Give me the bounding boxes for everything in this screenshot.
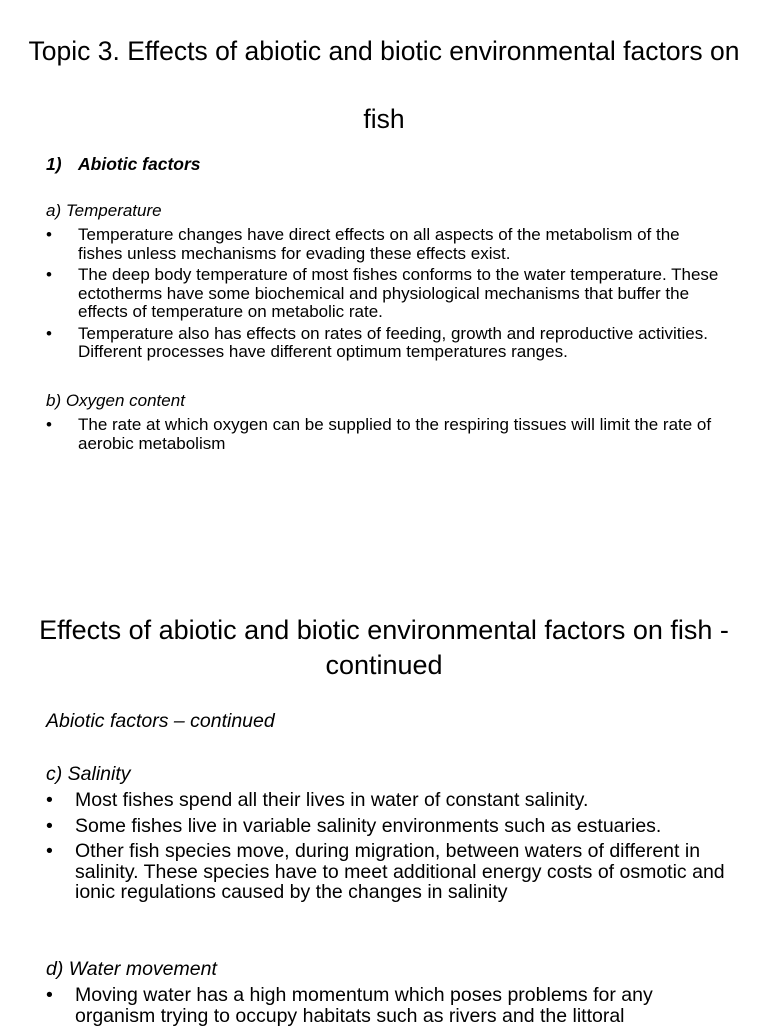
salinity-heading: c) Salinity <box>46 763 131 785</box>
slide-1-title: Topic 3. Effects of abiotic and biotic environmental factors on fish <box>28 36 740 134</box>
temperature-heading: a) Temperature <box>46 201 162 220</box>
bullet-icon: • <box>46 984 53 1006</box>
bullet-icon: • <box>46 265 52 284</box>
bullet-icon: • <box>46 323 52 343</box>
oxygen-bullet-list <box>46 416 728 456</box>
abiotic-continued-heading: Abiotic factors – continued <box>46 710 275 732</box>
slide-2 <box>0 580 768 1027</box>
bullet-icon: • <box>46 415 52 434</box>
section-heading-text: Abiotic factors <box>78 154 201 174</box>
bullet-icon: • <box>46 814 53 837</box>
bullet-text: Temperature also has effects on rates of feeding, growth and reproductive activities. Different processes have different optimum temperatures ranges. <box>78 323 708 361</box>
bullet-text: Most fishes spend all their lives in water of constant salinity. <box>75 789 589 811</box>
list-item <box>46 266 728 322</box>
bullet-text: The deep body temperature of most fishes conforms to the water temperature. These ectotherms have some biochemical and physiological mechanisms that buffer the effects of temperature on metabolic rate. <box>78 265 719 321</box>
list-item <box>46 985 728 1026</box>
bullet-icon: • <box>46 789 53 811</box>
bullet-text: The rate at which oxygen can be supplied to the respiring tissues will limit the rate of aerobic metabolism <box>78 415 712 453</box>
bullet-text: Moving water has a high momentum which poses problems for any organism trying to occupy habitats such as rivers and the littoral <box>75 984 653 1027</box>
list-item <box>46 841 728 903</box>
water-movement-bullet-list <box>46 985 728 1031</box>
salinity-bullet-list <box>46 790 728 908</box>
bullet-icon: • <box>46 840 53 862</box>
list-item <box>46 416 728 453</box>
slide-2-title: Effects of abiotic and biotic environmental factors on fish - continued <box>39 615 729 680</box>
temperature-bullet-list <box>46 226 728 365</box>
oxygen-heading: b) Oxygen content <box>46 391 185 410</box>
water-movement-heading: d) Water movement <box>46 958 217 980</box>
bullet-icon: • <box>46 225 52 244</box>
bullet-text: Temperature changes have direct effects on all aspects of the metabolism of the fishes unless mechanisms for evading these effects exist. <box>78 225 680 263</box>
bullet-text: Some fishes live in variable salinity environments such as estuaries. <box>75 814 662 837</box>
list-item <box>46 325 728 362</box>
section-heading-abiotic <box>46 154 201 175</box>
list-item <box>46 226 728 263</box>
list-item <box>46 790 728 811</box>
section-number: 1) <box>46 154 62 174</box>
bullet-text: Other fish species move, during migration, between waters of different in salinity. These species have to meet additional energy costs of osmotic and ionic regulations caused by the changes in salinity <box>75 840 725 903</box>
list-item <box>46 816 728 837</box>
